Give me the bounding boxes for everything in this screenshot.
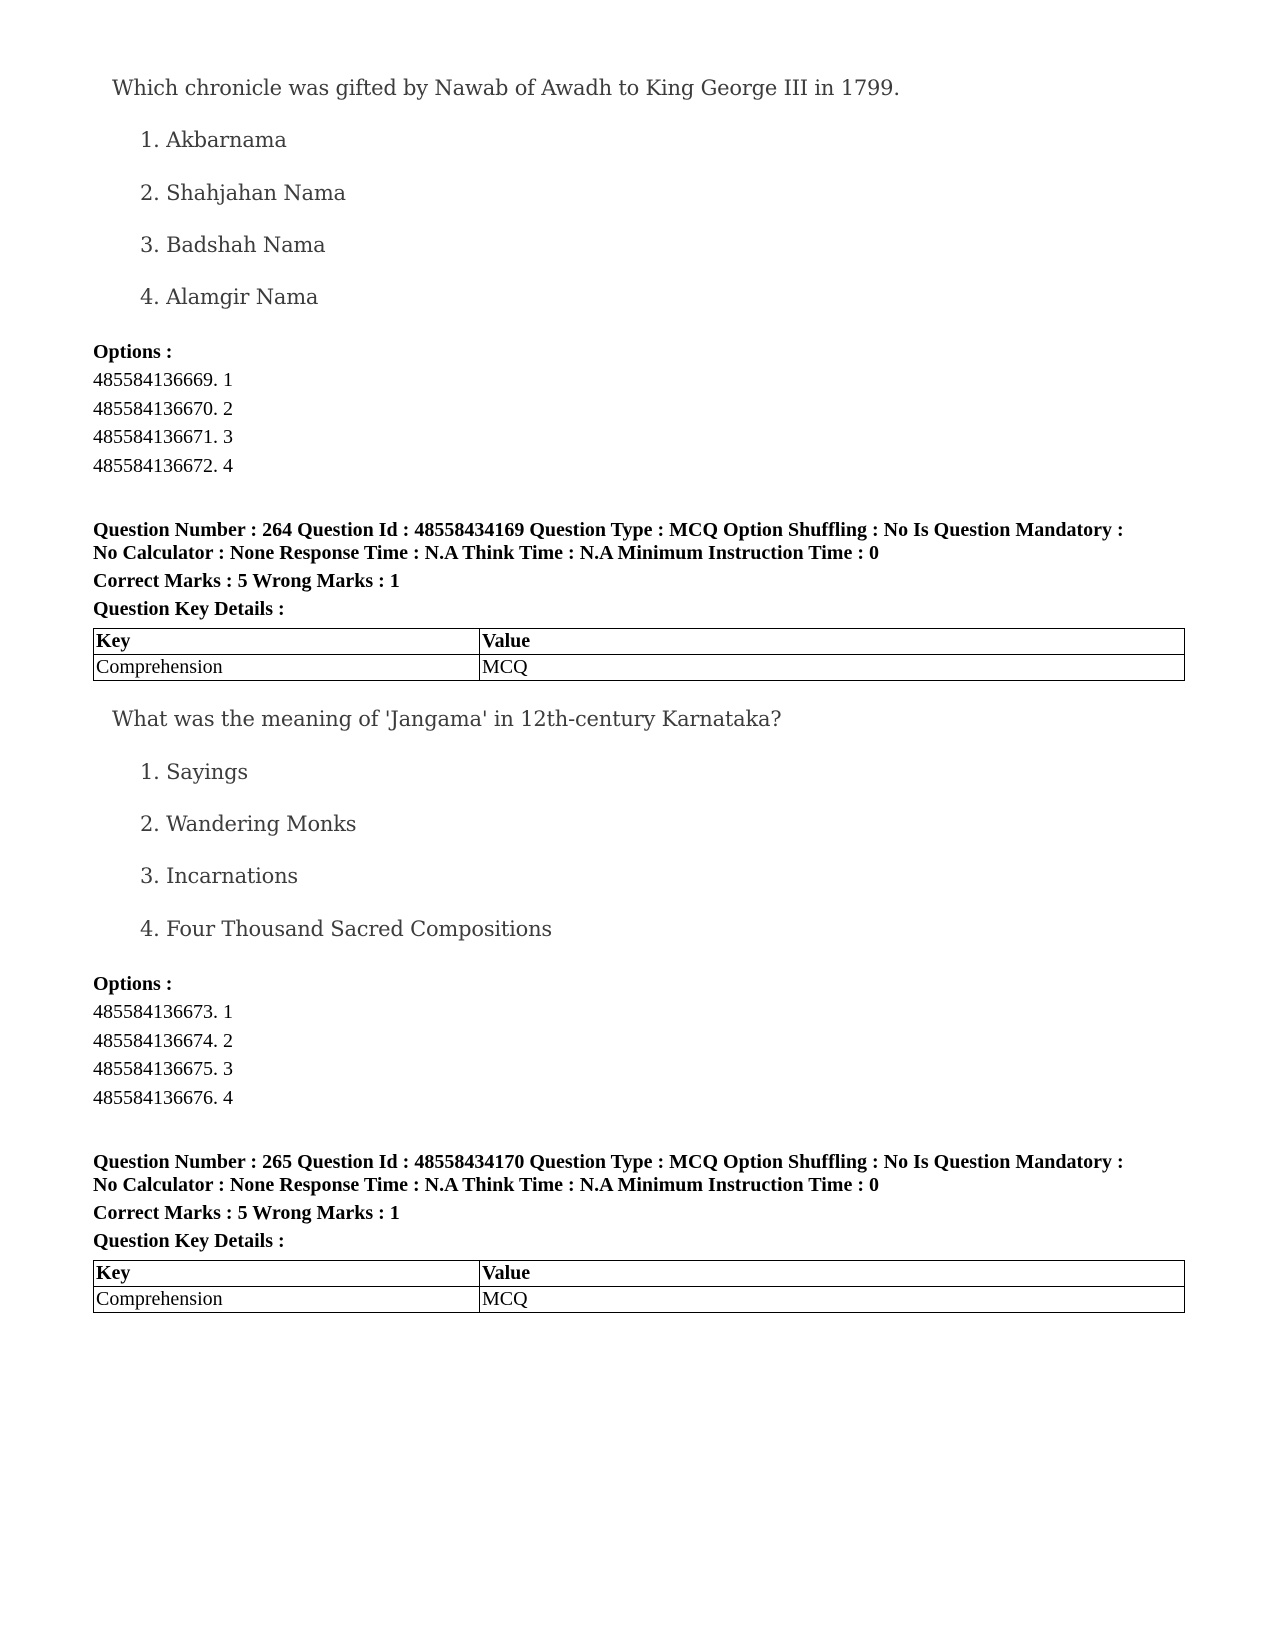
options-label: Options : [93, 341, 173, 363]
table-header-row [94, 1261, 1185, 1287]
option-id-2: 485584136670. 2 [93, 398, 233, 420]
table-row [94, 1287, 1185, 1313]
table-header-row [94, 629, 1185, 655]
question-meta-line2: No Calculator : None Response Time : N.A Think Time : N.A Minimum Instruction Time : 0 [93, 1174, 879, 1196]
option-id-3: 485584136675. 3 [93, 1058, 233, 1080]
question-meta-line1: Question Number : 265 Question Id : 48558434170 Question Type : MCQ Option Shuffling : No Is Question Mandatory : [93, 1151, 1124, 1173]
question-key-table [93, 628, 1185, 681]
table-cell-value: MCQ [480, 1287, 1185, 1313]
choice-3: 3. Incarnations [140, 864, 298, 888]
question-text: Which chronicle was gifted by Nawab of Awadh to King George III in 1799. [112, 76, 900, 100]
option-id-1: 485584136673. 1 [93, 1001, 233, 1023]
choice-2: 2. Shahjahan Nama [140, 181, 346, 205]
question-key-table [93, 1260, 1185, 1313]
table-header-value: Value [480, 1261, 1185, 1287]
question-meta-line1: Question Number : 264 Question Id : 48558434169 Question Type : MCQ Option Shuffling : No Is Question Mandatory : [93, 519, 1124, 541]
question-key-details-label: Question Key Details : [93, 1230, 285, 1252]
choice-3: 3. Badshah Nama [140, 233, 326, 257]
table-header-key: Key [94, 629, 480, 655]
question-meta-line2: No Calculator : None Response Time : N.A Think Time : N.A Minimum Instruction Time : 0 [93, 542, 879, 564]
option-id-1: 485584136669. 1 [93, 369, 233, 391]
option-id-2: 485584136674. 2 [93, 1030, 233, 1052]
option-id-3: 485584136671. 3 [93, 426, 233, 448]
choice-1: 1. Akbarnama [140, 128, 287, 152]
options-label: Options : [93, 973, 173, 995]
choice-1: 1. Sayings [140, 760, 248, 784]
table-header-key: Key [94, 1261, 480, 1287]
question-marks: Correct Marks : 5 Wrong Marks : 1 [93, 570, 400, 592]
option-id-4: 485584136672. 4 [93, 455, 233, 477]
choice-4: 4. Four Thousand Sacred Compositions [140, 917, 553, 941]
question-key-details-label: Question Key Details : [93, 598, 285, 620]
table-header-value: Value [480, 629, 1185, 655]
table-cell-key: Comprehension [94, 655, 480, 681]
question-text: What was the meaning of 'Jangama' in 12th-century Karnataka? [112, 707, 782, 731]
table-cell-key: Comprehension [94, 1287, 480, 1313]
question-marks: Correct Marks : 5 Wrong Marks : 1 [93, 1202, 400, 1224]
choice-2: 2. Wandering Monks [140, 812, 357, 836]
choice-4: 4. Alamgir Nama [140, 285, 319, 309]
option-id-4: 485584136676. 4 [93, 1087, 233, 1109]
table-cell-value: MCQ [480, 655, 1185, 681]
table-row [94, 655, 1185, 681]
